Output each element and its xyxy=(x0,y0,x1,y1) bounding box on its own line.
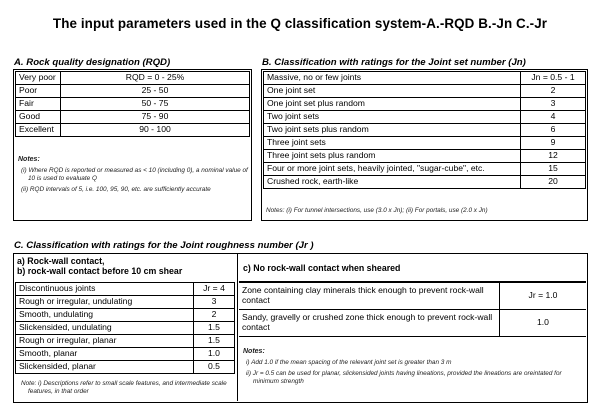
jn-label: Three joint sets xyxy=(264,137,521,150)
page-title: The input parameters used in the Q classification system-A.-RQD B.-Jn C.-Jr xyxy=(52,16,548,31)
section-a-box xyxy=(13,69,252,221)
rqd-table xyxy=(15,71,250,137)
rqd-label: Excellent xyxy=(16,124,61,137)
jr-value: 1.0 xyxy=(194,348,235,361)
jr-label: Slickensided, undulating xyxy=(16,322,194,335)
table-row xyxy=(239,283,586,310)
table-row xyxy=(16,309,235,322)
contact-header-line: b) rock-wall contact before 10 cm shear xyxy=(17,266,183,276)
jn-label: One joint set plus random xyxy=(264,98,521,111)
section-c-title: C. Classification with ratings for the Joint roughness number (Jr ) xyxy=(14,240,314,251)
jr-label: Sandy, gravelly or crushed zone thick enough to prevent rock-wall contact xyxy=(239,310,500,337)
section-c-box xyxy=(13,253,588,403)
rqd-label: Very poor xyxy=(16,72,61,85)
table-row xyxy=(16,348,235,361)
table-row xyxy=(264,111,586,124)
jr-value: 2 xyxy=(194,309,235,322)
jr-label: Discontinuous joints xyxy=(16,283,194,296)
table-row xyxy=(264,150,586,163)
note-line: (i) Where RQD is reported or measured as < 10 (including 0), a nominal value of 10 is used to evaluate Q xyxy=(21,167,248,182)
rqd-value: 75 - 90 xyxy=(61,111,250,124)
table-row xyxy=(16,361,235,374)
jr-no-contact-table xyxy=(239,282,586,337)
table-row xyxy=(16,111,250,124)
table-row xyxy=(264,72,586,85)
jn-table xyxy=(263,71,586,189)
jr-value: Jr = 4 xyxy=(194,283,235,296)
contact-header-line: a) Rock-wall contact, xyxy=(17,256,105,266)
table-row xyxy=(16,98,250,111)
jr-value: 3 xyxy=(194,296,235,309)
notes-heading: Notes: xyxy=(243,348,265,355)
jn-value: 3 xyxy=(521,98,586,111)
jn-value: Jn = 0.5 - 1 xyxy=(521,72,586,85)
jr-label: Zone containing clay minerals thick enough to prevent rock-wall contact xyxy=(239,283,500,310)
table-row xyxy=(239,310,586,337)
note-line: i) Add 1.0 if the mean spacing of the relevant joint set is greater than 3 m xyxy=(246,359,452,366)
table-row xyxy=(16,72,250,85)
table-row xyxy=(264,98,586,111)
jn-value: 20 xyxy=(521,176,586,189)
jr-label: Slickensided, planar xyxy=(16,361,194,374)
jr-label: Smooth, undulating xyxy=(16,309,194,322)
table-row xyxy=(16,124,250,137)
jn-value: 4 xyxy=(521,111,586,124)
rqd-label: Good xyxy=(16,111,61,124)
section-c-left-note: Note: i) Descriptions refer to small scale features, and intermediate scale features, in that order xyxy=(21,380,227,395)
section-b-title: B. Classification with ratings for the Joint set number (Jn) xyxy=(262,57,526,68)
jr-value: 1.0 xyxy=(500,310,587,337)
jn-label: Two joint sets xyxy=(264,111,521,124)
section-b-note: Notes: (i) For tunnel intersections, use (3.0 x Jn); (ii) For portals, use (2.0 x Jn) xyxy=(266,207,488,214)
jr-value: Jr = 1.0 xyxy=(500,283,587,310)
jr-label: Smooth, planar xyxy=(16,348,194,361)
jn-label: Crushed rock, earth-like xyxy=(264,176,521,189)
rqd-value: 50 - 75 xyxy=(61,98,250,111)
section-c-notes xyxy=(243,348,579,386)
jn-label: Two joint sets plus random xyxy=(264,124,521,137)
rqd-value: RQD = 0 - 25% xyxy=(61,72,250,85)
table-row xyxy=(264,176,586,189)
table-row xyxy=(16,85,250,98)
jn-value: 15 xyxy=(521,163,586,176)
jn-label: Three joint sets plus random xyxy=(264,150,521,163)
contact-header xyxy=(17,256,182,276)
jn-label: Massive, no or few joints xyxy=(264,72,521,85)
table-row xyxy=(16,283,235,296)
note-line: ii) Jr = 0.5 can be used for planar, slickensided joints having lineations, provided the lineations are oreintated for minimum strength xyxy=(246,370,562,385)
section-b-box xyxy=(261,69,588,221)
table-row xyxy=(16,335,235,348)
jn-label: One joint set xyxy=(264,85,521,98)
rqd-value: 90 - 100 xyxy=(61,124,250,137)
jr-value: 1.5 xyxy=(194,322,235,335)
no-contact-header: c) No rock-wall contact when sheared xyxy=(243,263,401,273)
section-a-title: A. Rock quality designation (RQD) xyxy=(14,57,171,68)
jr-value: 1.5 xyxy=(194,335,235,348)
table-row xyxy=(264,137,586,150)
table-row xyxy=(264,163,586,176)
table-row xyxy=(264,124,586,137)
table-row xyxy=(264,85,586,98)
jr-label: Rough or irregular, undulating xyxy=(16,296,194,309)
jn-value: 2 xyxy=(521,85,586,98)
section-a-notes xyxy=(18,156,248,194)
rqd-label: Poor xyxy=(16,85,61,98)
jn-value: 9 xyxy=(521,137,586,150)
rqd-value: 25 - 50 xyxy=(61,85,250,98)
note-line: (ii) RQD intervals of 5, i.e. 100, 95, 90, etc. are sufficiently accurate xyxy=(21,186,211,193)
notes-heading: Notes: xyxy=(18,156,40,163)
jr-contact-table xyxy=(15,282,235,374)
rqd-label: Fair xyxy=(16,98,61,111)
jn-value: 12 xyxy=(521,150,586,163)
jn-label: Four or more joint sets, heavily jointed, "sugar-cube", etc. xyxy=(264,163,521,176)
table-row xyxy=(16,322,235,335)
jr-value: 0.5 xyxy=(194,361,235,374)
jn-value: 6 xyxy=(521,124,586,137)
section-c-left xyxy=(14,254,238,401)
table-row xyxy=(16,296,235,309)
section-c-right xyxy=(239,254,586,401)
jr-label: Rough or irregular, planar xyxy=(16,335,194,348)
